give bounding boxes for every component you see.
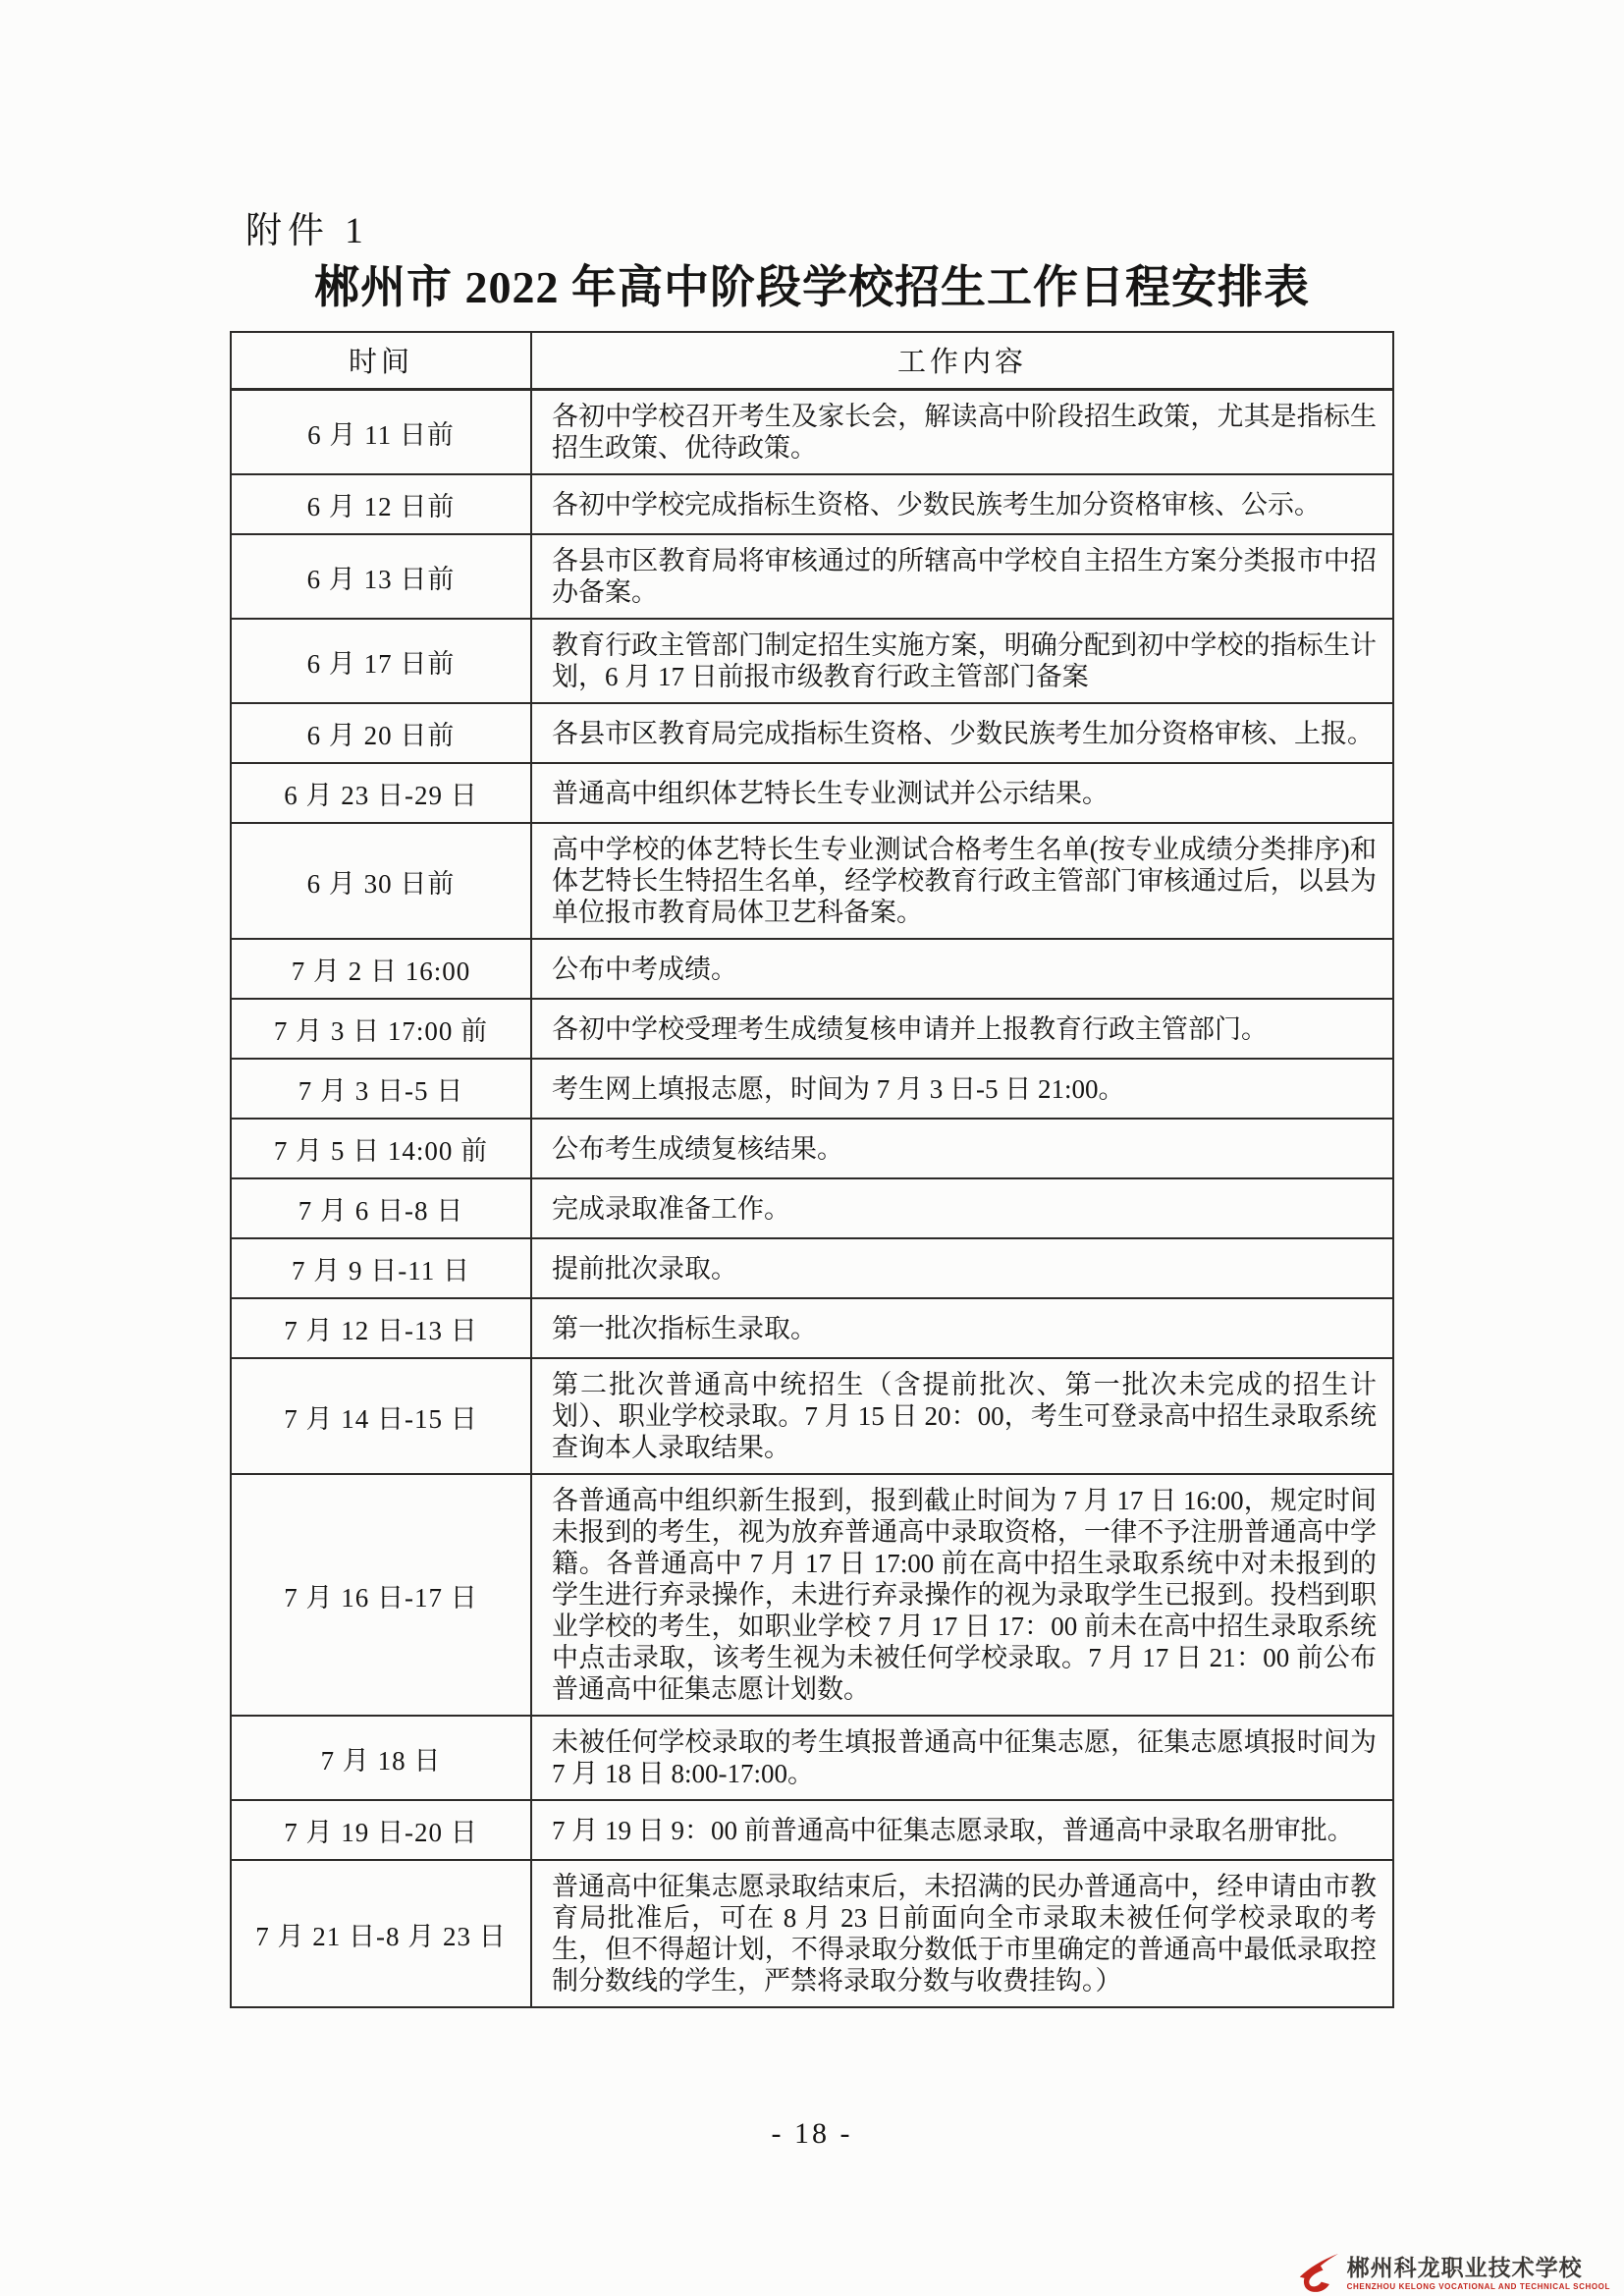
- time-cell: 7 月 18 日: [231, 1716, 531, 1800]
- school-logo: [1295, 2253, 1610, 2294]
- time-cell: 6 月 23 日-29 日: [231, 763, 531, 823]
- content-cell: 考生网上填报志愿，时间为 7 月 3 日-5 日 21:00。: [531, 1059, 1393, 1119]
- content-cell: 普通高中组织体艺特长生专业测试并公示结果。: [531, 763, 1393, 823]
- time-cell: 6 月 30 日前: [231, 823, 531, 939]
- table-row: [231, 1716, 1393, 1800]
- schedule-table-header: [231, 332, 1393, 390]
- table-row: [231, 1800, 1393, 1860]
- content-cell: 普通高中征集志愿录取结束后，未招满的民办普通高中，经申请由市教育局批准后，可在 8 月 23 日前面向全市录取未被任何学校录取的考生，但不得超计划，不得录取分数低于市里确定的普通高中最低录取控制分数线的学生，严禁将录取分数与收费挂钩。）: [531, 1860, 1393, 2007]
- document-title: 郴州市 2022 年高中阶段学校招生工作日程安排表: [314, 262, 1310, 312]
- table-row: [231, 1298, 1393, 1358]
- school-logo-icon: [1295, 2253, 1340, 2294]
- table-row: [231, 999, 1393, 1059]
- content-cell: 未被任何学校录取的考生填报普通高中征集志愿，征集志愿填报时间为 7 月 18 日 8:00-17:00。: [531, 1716, 1393, 1800]
- content-cell: 完成录取准备工作。: [531, 1178, 1393, 1238]
- school-logo-text: [1347, 2256, 1610, 2291]
- school-name: 郴州科龙职业技术学校: [1346, 2255, 1583, 2280]
- table-row: [231, 1474, 1393, 1716]
- header-work-content: 工作内容: [531, 332, 1393, 390]
- header-row: [231, 332, 1393, 390]
- time-cell: 6 月 20 日前: [231, 703, 531, 763]
- table-row: [231, 1119, 1393, 1178]
- content-cell: 各县市区教育局将审核通过的所辖高中学校自主招生方案分类报市中招办备案。: [531, 534, 1393, 619]
- time-cell: 6 月 17 日前: [231, 619, 531, 703]
- time-cell: 6 月 13 日前: [231, 534, 531, 619]
- table-row: [231, 474, 1393, 534]
- content-cell: 公布考生成绩复核结果。: [531, 1119, 1393, 1178]
- content-cell: 各县市区教育局完成指标生资格、少数民族考生加分资格审核、上报。: [531, 703, 1393, 763]
- time-cell: 7 月 19 日-20 日: [231, 1800, 531, 1860]
- time-cell: 7 月 9 日-11 日: [231, 1238, 531, 1298]
- school-name-en: CHENZHOU KELONG VOCATIONAL AND TECHNICAL SCHOOL: [1346, 2282, 1610, 2291]
- table-row: [231, 763, 1393, 823]
- time-cell: 7 月 5 日 14:00 前: [231, 1119, 531, 1178]
- time-cell: 7 月 2 日 16:00: [231, 939, 531, 999]
- table-row: [231, 1059, 1393, 1119]
- content-cell: 各初中学校完成指标生资格、少数民族考生加分资格审核、公示。: [531, 474, 1393, 534]
- content-cell: 第一批次指标生录取。: [531, 1298, 1393, 1358]
- content-cell: 第二批次普通高中统招生（含提前批次、第一批次未完成的招生计划）、职业学校录取。7 月 15 日 20：00，考生可登录高中招生录取系统查询本人录取结果。: [531, 1358, 1393, 1474]
- table-row: [231, 823, 1393, 939]
- content-cell: 各初中学校受理考生成绩复核申请并上报教育行政主管部门。: [531, 999, 1393, 1059]
- page-number: - 18 -: [771, 2117, 853, 2150]
- header-time: 时间: [231, 332, 531, 390]
- schedule-table: [230, 331, 1394, 2008]
- table-row: [231, 1358, 1393, 1474]
- time-cell: 7 月 3 日 17:00 前: [231, 999, 531, 1059]
- schedule-table-body: [231, 390, 1393, 2008]
- table-row: [231, 939, 1393, 999]
- time-cell: 7 月 3 日-5 日: [231, 1059, 531, 1119]
- time-cell: 7 月 21 日-8 月 23 日: [231, 1860, 531, 2007]
- table-row: [231, 390, 1393, 475]
- table-row: [231, 1178, 1393, 1238]
- time-cell: 7 月 12 日-13 日: [231, 1298, 531, 1358]
- time-cell: 6 月 11 日前: [231, 390, 531, 475]
- table-row: [231, 703, 1393, 763]
- table-row: [231, 1860, 1393, 2007]
- content-cell: 提前批次录取。: [531, 1238, 1393, 1298]
- table-row: [231, 619, 1393, 703]
- time-cell: 7 月 6 日-8 日: [231, 1178, 531, 1238]
- time-cell: 6 月 12 日前: [231, 474, 531, 534]
- content-cell: 各普通高中组织新生报到，报到截止时间为 7 月 17 日 16:00，规定时间未报到的考生，视为放弃普通高中录取资格，一律不予注册普通高中学籍。各普通高中 7 月 17 日 17:00 前在高中招生录取系统中对未报到的学生进行弃录操作，未进行弃录操作的视为录取学生已报到。投档到职业学校的考生，如职业学校 7 月 17 日 17：00 前未在高中招生录取系统中点击录取，该考生视为未被任何学校录取。7 月 17 日 21：00 前公布普通高中征集志愿计划数。: [531, 1474, 1393, 1716]
- content-cell: 公布中考成绩。: [531, 939, 1393, 999]
- content-cell: 各初中学校召开考生及家长会，解读高中阶段招生政策，尤其是指标生招生政策、优待政策。: [531, 390, 1393, 475]
- content-cell: 7 月 19 日 9：00 前普通高中征集志愿录取，普通高中录取名册审批。: [531, 1800, 1393, 1860]
- attachment-label: 附件 1: [245, 211, 369, 251]
- table-row: [231, 1238, 1393, 1298]
- table-row: [231, 534, 1393, 619]
- time-cell: 7 月 14 日-15 日: [231, 1358, 531, 1474]
- content-cell: 教育行政主管部门制定招生实施方案，明确分配到初中学校的指标生计划，6 月 17 日前报市级教育行政主管部门备案: [531, 619, 1393, 703]
- time-cell: 7 月 16 日-17 日: [231, 1474, 531, 1716]
- content-cell: 高中学校的体艺特长生专业测试合格考生名单(按专业成绩分类排序)和体艺特长生特招生名单，经学校教育行政主管部门审核通过后，以县为单位报市教育局体卫艺科备案。: [531, 823, 1393, 939]
